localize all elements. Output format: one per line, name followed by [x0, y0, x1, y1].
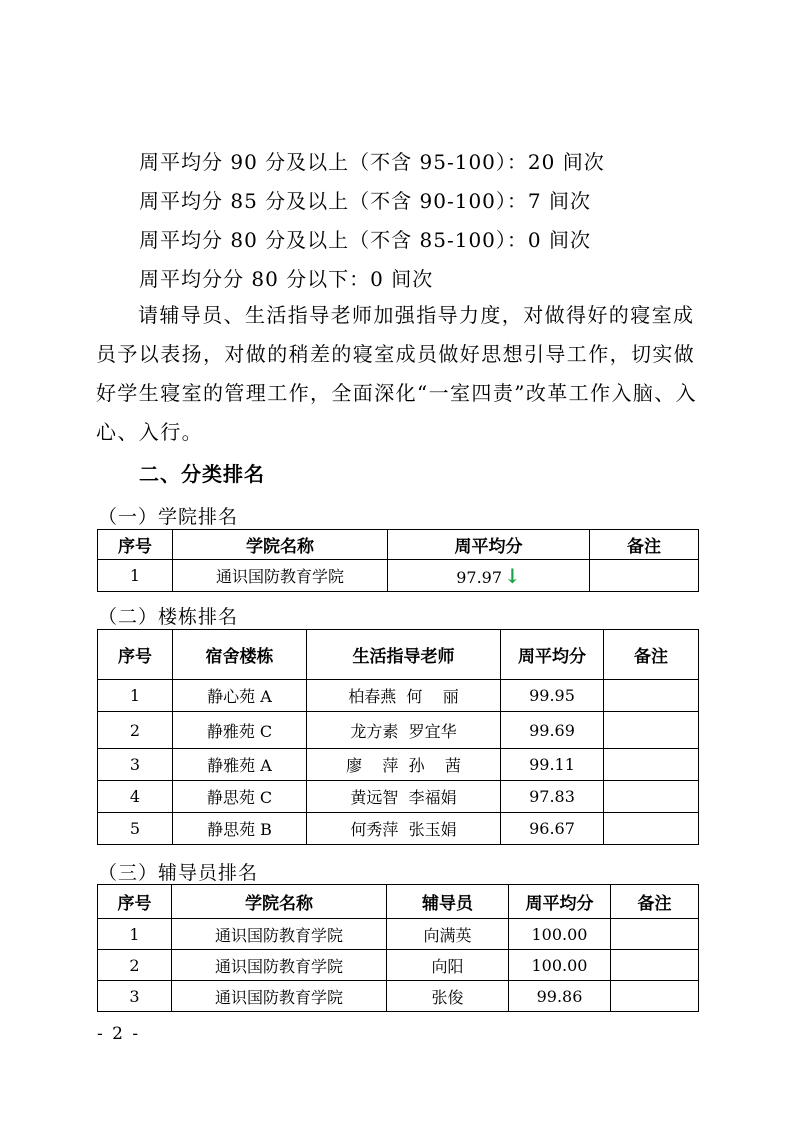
cell-building: 静雅苑 A: [173, 749, 307, 781]
col-header-score: 周平均分: [509, 885, 611, 919]
cell-teacher: 柏春燕 何 丽: [307, 680, 501, 712]
score-value: 97.97: [456, 567, 503, 587]
table-header-row: [98, 885, 699, 919]
cell-note: [604, 680, 699, 712]
col-header-teacher: 生活指导老师: [307, 630, 501, 680]
cell-note: [611, 919, 699, 950]
college-ranking-title: （一）学院排名: [98, 506, 239, 528]
cell-note: [604, 749, 699, 781]
cell-note: [611, 950, 699, 981]
stat-line-3: 周平均分 80 分及以上（不含 85-100）：0 间次: [139, 228, 591, 252]
building-ranking-table: [97, 629, 699, 845]
table-row: [98, 560, 699, 592]
table-row: [98, 749, 699, 781]
col-header-note: 备注: [611, 885, 699, 919]
table-row: [98, 919, 699, 950]
instruction-paragraph: 请辅导员、生活指导老师加强指导力度，对做得好的寝室成员予以表扬，对做的稍差的寝室成员做好思想引导工作，切实做好学生寝室的管理工作，全面深化“一室四责”改革工作入脑、入心、入行。: [96, 303, 698, 444]
cell-note: [604, 781, 699, 813]
cell-building: 静思苑 B: [173, 813, 307, 845]
col-header-score: 周平均分: [388, 530, 590, 560]
cell-score: 100.00: [509, 919, 611, 950]
col-header-counselor: 辅导员: [387, 885, 509, 919]
stat-line-2: 周平均分 85 分及以上（不含 90-100）：7 间次: [139, 189, 591, 213]
college-ranking-table: [97, 529, 699, 592]
cell-score: 96.67: [501, 813, 604, 845]
col-header-college: 学院名称: [172, 885, 387, 919]
cell-building: 静雅苑 C: [173, 712, 307, 749]
cell-score: 99.69: [501, 712, 604, 749]
cell-teacher: 何秀萍 张玉娟: [307, 813, 501, 845]
cell-teacher: 黄远智 李福娟: [307, 781, 501, 813]
col-header-note: 备注: [604, 630, 699, 680]
cell-no: 1: [98, 919, 172, 950]
cell-no: 1: [98, 560, 173, 592]
col-header-note: 备注: [590, 530, 699, 560]
stat-line-1: 周平均分 90 分及以上（不含 95-100）：20 间次: [139, 150, 605, 174]
cell-no: 3: [98, 749, 173, 781]
stat-line-4: 周平均分分 80 分以下：0 间次: [139, 267, 434, 291]
table-row: [98, 712, 699, 749]
cell-counselor: 向阳: [387, 950, 509, 981]
cell-score: [388, 560, 590, 592]
cell-college: 通识国防教育学院: [172, 919, 387, 950]
trend-down-icon: ↓: [504, 563, 521, 588]
cell-note: [604, 813, 699, 845]
table-row: [98, 781, 699, 813]
cell-building: 静心苑 A: [173, 680, 307, 712]
cell-college: 通识国防教育学院: [172, 950, 387, 981]
col-header-no: 序号: [98, 630, 173, 680]
cell-college: 通识国防教育学院: [173, 560, 388, 592]
table-header-row: [98, 630, 699, 680]
cell-no: 2: [98, 712, 173, 749]
table-row: [98, 813, 699, 845]
counselor-ranking-title: （三）辅导员排名: [98, 862, 259, 884]
counselor-ranking-table: [97, 884, 699, 1012]
cell-no: 3: [98, 981, 172, 1012]
building-ranking-title: （二）楼栋排名: [98, 606, 239, 628]
cell-score: 99.86: [509, 981, 611, 1012]
cell-no: 5: [98, 813, 173, 845]
table-header-row: [98, 530, 699, 560]
cell-building: 静思苑 C: [173, 781, 307, 813]
cell-teacher: 廖 萍 孙 茜: [307, 749, 501, 781]
cell-note: [604, 712, 699, 749]
cell-note: [611, 981, 699, 1012]
cell-counselor: 向满英: [387, 919, 509, 950]
cell-no: 2: [98, 950, 172, 981]
cell-note: [590, 560, 699, 592]
cell-no: 1: [98, 680, 173, 712]
col-header-college: 学院名称: [173, 530, 388, 560]
col-header-no: 序号: [98, 530, 173, 560]
col-header-no: 序号: [98, 885, 172, 919]
col-header-score: 周平均分: [501, 630, 604, 680]
cell-college: 通识国防教育学院: [172, 981, 387, 1012]
cell-counselor: 张俊: [387, 981, 509, 1012]
cell-score: 99.11: [501, 749, 604, 781]
table-row: [98, 950, 699, 981]
table-row: [98, 680, 699, 712]
col-header-building: 宿舍楼栋: [173, 630, 307, 680]
table-row: [98, 981, 699, 1012]
page-number: - 2 -: [97, 1024, 141, 1044]
cell-no: 4: [98, 781, 173, 813]
cell-score: 97.83: [501, 781, 604, 813]
cell-score: 100.00: [509, 950, 611, 981]
cell-teacher: 龙方素 罗宜华: [307, 712, 501, 749]
section-title: 二、分类排名: [139, 462, 265, 486]
cell-score: 99.95: [501, 680, 604, 712]
